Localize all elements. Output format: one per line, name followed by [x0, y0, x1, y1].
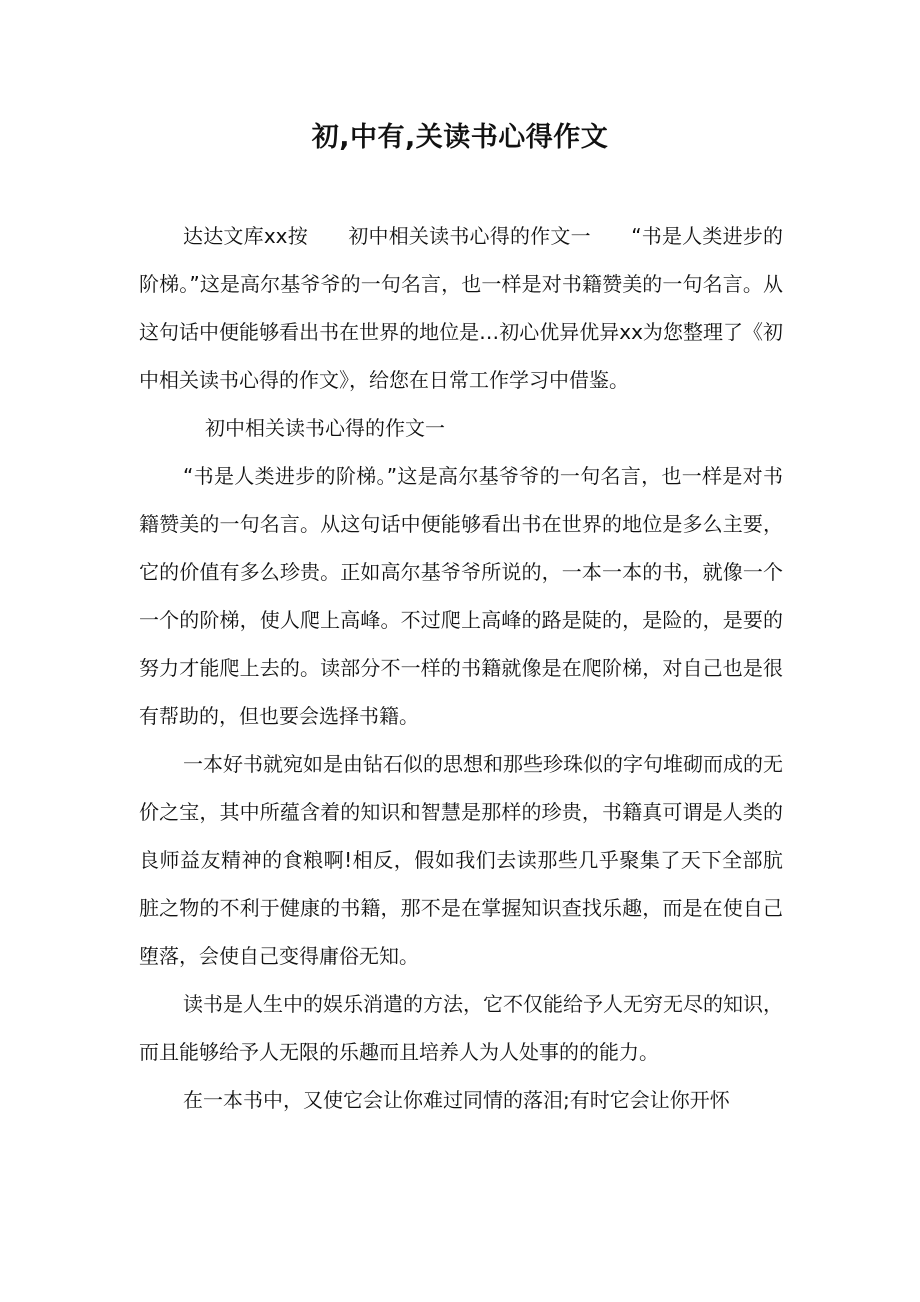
page-title: 初,中有,关读书心得作文 [311, 122, 609, 153]
paragraph-in-a-book: 在一本书中，又使它会让你难过同情的落泪;有时它会让你开怀 [183, 1088, 730, 1112]
paragraph-good-books: 一本好书就宛如是由钻石似的思想和那些珍珠似的字句堆砌而成的无价之宝，其中所蕴含着的知识和智慧是那样的珍贵，书籍真可谓是人类的良师益友精神的食粮啊!相反，假如我们去读那些几乎聚集了天下全部肮脏之物的不利于健康的书籍，那不是在掌握知识查找乐趣，而是在使自己堕落，会使自己变得庸俗无知。 [139, 752, 783, 968]
paragraph-subheading: 初中相关读书心得的作文一 [205, 416, 445, 440]
paragraph-quote: “书是人类进步的阶梯。”这是高尔基爷爷的一句名言，也一样是对书籍赞美的一句名言。从这句话中便能够看出书在世界的地位是多么主要，它的价值有多么珍贵。正如高尔基爷爷所说的，一本一本的书，就像一个一个的阶梯，使人爬上高峰。不过爬上高峰的路是陡的，是险的，是要的努力才能爬上去的。读部分不一样的书籍就像是在爬阶梯，对自己也是很有帮助的，但也要会选择书籍。 [139, 464, 783, 728]
paragraph-reading-leisure: 读书是人生中的娱乐消遣的方法，它不仅能给予人无穷无尽的知识，而且能够给予人无限的乐趣而且培养人为人处事的的能力。 [139, 992, 783, 1064]
paragraph-intro: 达达文库xx按 初中相关读书心得的作文一 “书是人类进步的阶梯。”这是高尔基爷爷的一句名言，也一样是对书籍赞美的一句名言。从这句话中便能够看出书在世界的地位是…初心优异优异xx为您整理了《初中相关读书心得的作文》，给您在日常工作学习中借鉴。 [139, 224, 783, 392]
document-body [139, 212, 783, 1124]
